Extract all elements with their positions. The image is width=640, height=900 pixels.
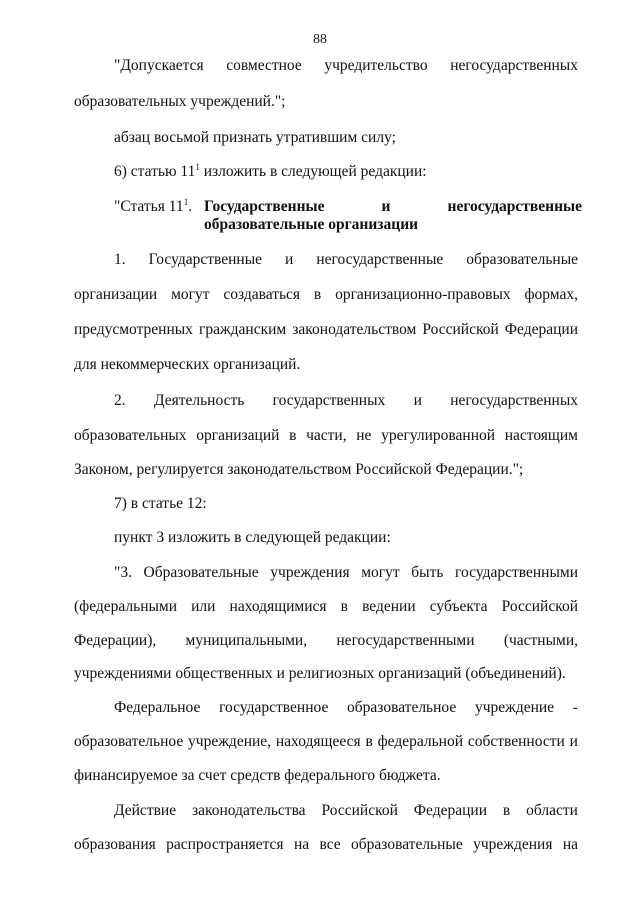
word: Действие — [114, 802, 177, 819]
word: Федеральное — [114, 699, 201, 716]
word: Российской — [321, 802, 398, 819]
word: образовательное — [347, 699, 457, 716]
word: 1. — [114, 251, 126, 268]
word: законодательства — [192, 802, 306, 819]
paragraph-c — [114, 163, 427, 181]
word: негосударственными — [336, 632, 475, 649]
article-title-line-2: образовательные организации — [204, 216, 419, 233]
word: могут — [171, 286, 210, 303]
word: Российской — [422, 321, 499, 338]
article-label-text: "Статья 11 — [114, 198, 184, 215]
word: учреждения — [270, 564, 350, 581]
word: Федерации), — [74, 632, 157, 649]
paragraph-f-line-2 — [74, 733, 578, 751]
word: собственности — [467, 733, 565, 750]
word: настоящим — [504, 427, 578, 444]
item-2-line-2 — [74, 427, 578, 445]
word: создаваться — [223, 286, 301, 303]
article-label — [114, 198, 192, 216]
word: на — [293, 836, 310, 853]
word: на — [562, 836, 578, 853]
word: организации — [74, 286, 158, 303]
word: и — [569, 733, 578, 750]
word: гражданским — [198, 321, 287, 338]
item-1-line-3 — [74, 321, 578, 339]
word: ведении — [362, 598, 416, 615]
word: организаций — [196, 427, 280, 444]
word: Государственные — [148, 251, 262, 268]
word: образовательных — [74, 427, 187, 444]
page-number: 88 — [313, 32, 327, 47]
word: негосударственные — [316, 251, 444, 268]
paragraph-b: абзац восьмой признать утратившим силу; — [114, 129, 396, 146]
word: образовательные — [351, 836, 463, 853]
word: в — [365, 733, 373, 750]
word: организационно-правовых — [335, 286, 511, 303]
paragraph-f-line-3: финансируемое за счет средств федерального бюджета. — [74, 767, 441, 784]
word: законодательством — [292, 321, 417, 338]
item-1-line-2 — [74, 286, 578, 304]
item-2-line-1 — [114, 392, 578, 410]
word: "3. — [114, 564, 132, 581]
item-3-line-2 — [74, 598, 578, 616]
word: федеральной — [377, 733, 464, 750]
word: в — [502, 802, 511, 819]
word: части, — [306, 427, 347, 444]
word: находящимися — [229, 598, 327, 615]
item-3-line-4: учреждениями общественных и религиозных организаций (объединений). — [74, 665, 566, 682]
word: не — [356, 427, 372, 444]
word: образовательное — [74, 733, 184, 750]
word: находящееся — [275, 733, 361, 750]
word: Федерации — [504, 321, 578, 338]
word: предусмотренных — [74, 321, 193, 338]
word: субъекта — [429, 598, 488, 615]
paragraph-a-line-2: образовательных учреждений."; — [74, 93, 286, 110]
paragraph-g-line-1 — [114, 802, 578, 820]
word: государственных — [272, 392, 386, 409]
word: Государственные — [204, 198, 325, 215]
word: образования — [74, 836, 156, 853]
word: негосударственных — [450, 57, 578, 74]
word: Федерации — [413, 802, 487, 819]
word: государственными — [455, 564, 578, 581]
word: - — [572, 699, 578, 716]
word: (частными, — [503, 632, 578, 649]
word: негосударственных — [450, 392, 578, 409]
paragraph-g-line-2 — [74, 836, 578, 854]
word: Деятельность — [153, 392, 245, 409]
word: Образовательные — [143, 564, 259, 581]
word: области — [526, 802, 578, 819]
word: учреждение, — [188, 733, 272, 750]
word: в — [289, 427, 297, 444]
superscript: 1 — [183, 196, 189, 207]
word: учредительство — [324, 57, 428, 74]
word: учреждение — [474, 699, 555, 716]
paragraph-d: 7) в статье 12: — [114, 495, 207, 512]
word: совместное — [226, 57, 302, 74]
word: и — [413, 392, 422, 409]
word: муниципальными, — [185, 632, 308, 649]
word: "Допускается — [114, 57, 204, 74]
paragraph-a-line-1 — [114, 57, 578, 75]
word: образовательные — [466, 251, 578, 268]
paragraph-c-text-end: изложить в следующей редакции: — [199, 163, 427, 180]
word: учреждения — [473, 836, 553, 853]
word: Российской — [501, 598, 578, 615]
item-2-line-3: Законом, регулируется законодательством Российской Федерации."; — [74, 461, 524, 478]
word: быть — [411, 564, 444, 581]
word: в — [313, 286, 322, 303]
paragraph-e: пункт 3 изложить в следующей редакции: — [114, 529, 391, 546]
word: негосударственные — [447, 198, 582, 215]
paragraph-f-line-1 — [114, 699, 578, 717]
word: в — [340, 598, 348, 615]
superscript: 1 — [195, 161, 200, 172]
article-label-dot: . — [188, 198, 193, 215]
word: все — [319, 836, 341, 853]
word: могут — [361, 564, 400, 581]
item-3-line-1 — [114, 564, 578, 582]
word: (федеральными — [74, 598, 178, 615]
article-title-line-1 — [204, 198, 582, 216]
item-3-line-3 — [74, 632, 578, 650]
word: или — [191, 598, 216, 615]
word: и — [285, 251, 294, 268]
paragraph-c-text: 6) статью 11 — [114, 163, 196, 180]
word: распространяется — [166, 836, 284, 853]
item-1-line-4: для некоммерческих организаций. — [74, 356, 301, 373]
word: государственное — [219, 699, 329, 716]
word: и — [381, 198, 391, 215]
word: формах, — [524, 286, 578, 303]
word: урегулированной — [381, 427, 496, 444]
item-1-line-1 — [114, 251, 578, 269]
word: 2. — [114, 392, 126, 409]
